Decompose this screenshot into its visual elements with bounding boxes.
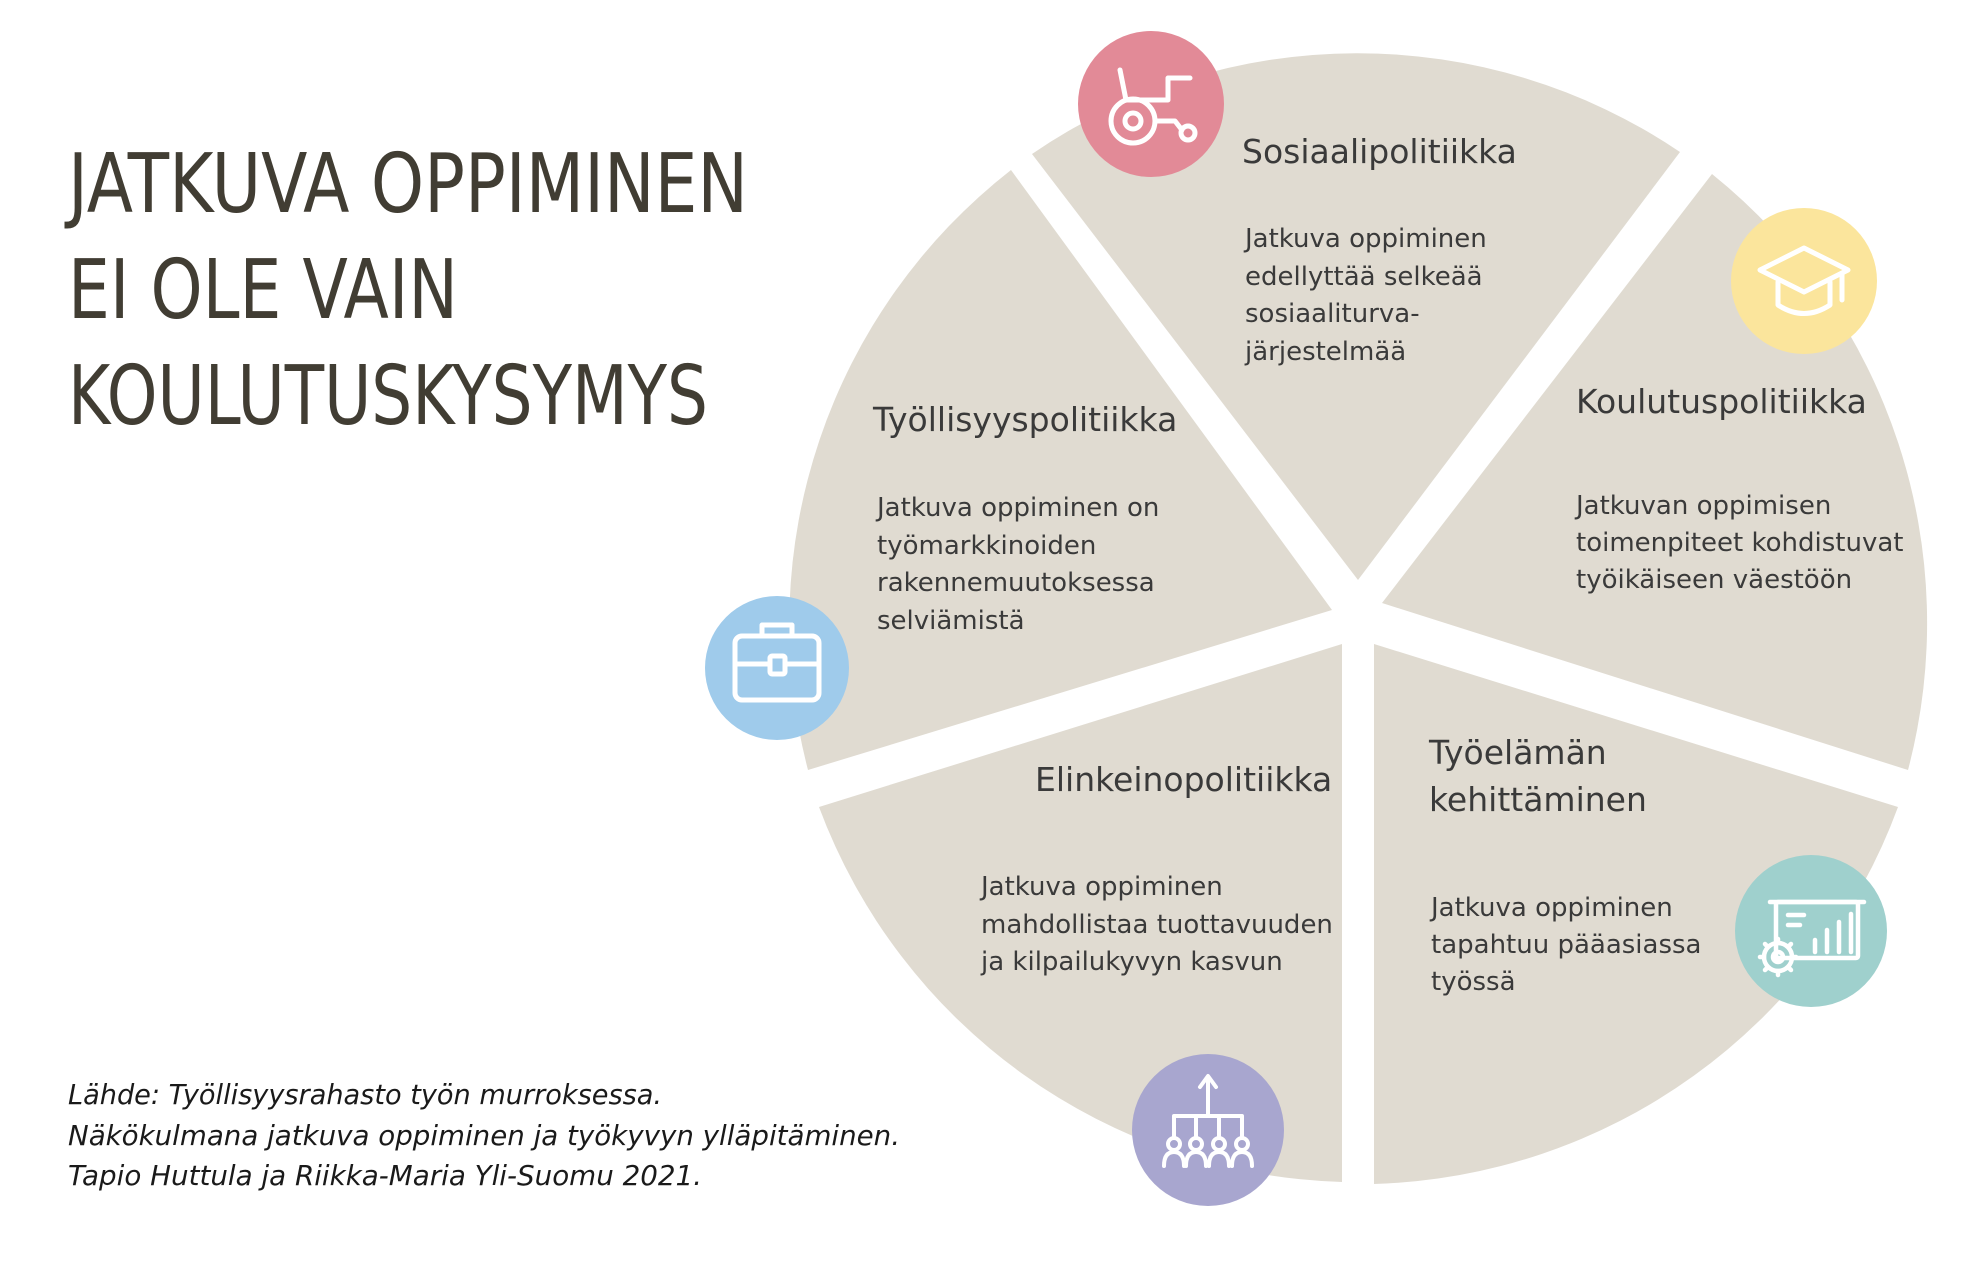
- segment-title: Koulutuspolitiikka: [1576, 382, 1867, 421]
- segment-body-line: edellyttää selkeää: [1245, 262, 1483, 292]
- segment-body-line: mahdollistaa tuottavuuden: [981, 910, 1333, 940]
- segment-body-line: työssä: [1431, 967, 1516, 997]
- segment-title: Sosiaalipolitiikka: [1242, 132, 1517, 171]
- graduation-cap-icon: [1731, 208, 1877, 354]
- segment-body-line: ja kilpailukyvyn kasvun: [981, 947, 1283, 977]
- segment-title-line: kehittäminen: [1429, 780, 1647, 819]
- segment-body-line: Jatkuva oppiminen on: [877, 493, 1160, 523]
- source-citation: [68, 1078, 900, 1192]
- presentation-chart-gear-icon: [1735, 855, 1887, 1007]
- segment-body-line: Jatkuvan oppimisen: [1576, 491, 1832, 521]
- title-line-2: EI OLE VAIN: [68, 243, 458, 338]
- segment-title-line: Työelämän: [1429, 733, 1607, 772]
- briefcase-icon: [705, 596, 849, 740]
- segment-body-line: Jatkuva oppiminen: [1431, 893, 1673, 923]
- segment-body-line: tapahtuu pääasiassa: [1431, 930, 1702, 960]
- segment-body-line: työmarkkinoiden: [877, 531, 1097, 561]
- source-line-1: Lähde: Työllisyysrahasto työn murroksessa.: [68, 1078, 662, 1111]
- segment-body-line: Jatkuva oppiminen: [1245, 224, 1487, 254]
- source-line-2: Näkökulmana jatkuva oppiminen ja työkyvyn ylläpitäminen.: [68, 1119, 900, 1152]
- source-line-3: Tapio Huttula ja Riikka-Maria Yli-Suomu 2021.: [68, 1159, 702, 1192]
- segment-body-line: työikäiseen väestöön: [1576, 565, 1853, 595]
- title-line-3: KOULUTUSKYSYMYS: [68, 349, 708, 444]
- segment-title: Elinkeinopolitiikka: [1035, 760, 1333, 799]
- segment-body-line: rakennemuutoksessa: [877, 568, 1155, 598]
- title-line-1: JATKUVA OPPIMINEN: [63, 137, 749, 232]
- segment-body-line: sosiaaliturva-: [1245, 299, 1420, 329]
- wheelchair-icon: [1078, 31, 1224, 177]
- segment-title: Työllisyyspolitiikka: [873, 400, 1178, 439]
- segment-body-line: toimenpiteet kohdistuvat: [1576, 528, 1904, 558]
- segment-body-line: järjestelmää: [1245, 337, 1407, 367]
- segment-body-line: Jatkuva oppiminen: [981, 872, 1223, 902]
- people-hierarchy-icon: [1132, 1054, 1284, 1206]
- main-title: [64, 137, 748, 444]
- segment-body-line: selviämistä: [877, 606, 1025, 636]
